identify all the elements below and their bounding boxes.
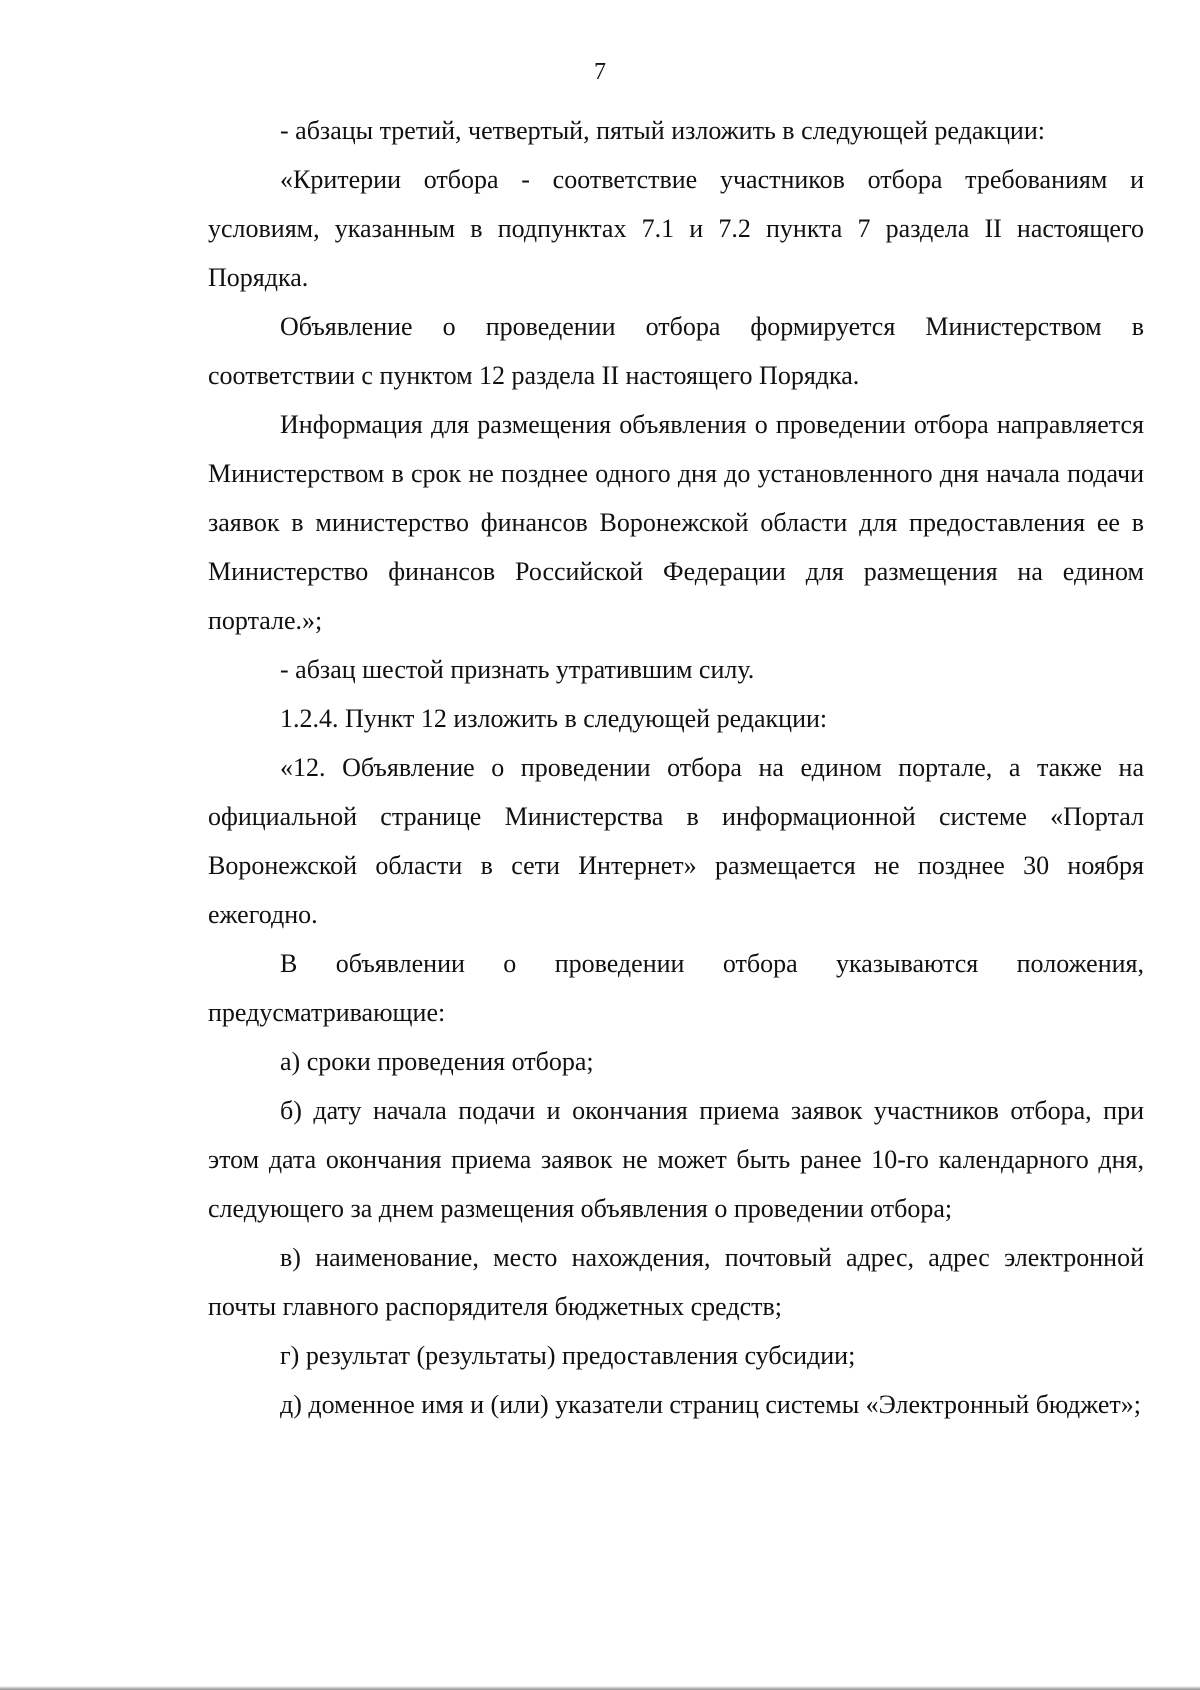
paragraph-information-sent: Информация для размещения объявления о проведении отбора направляется Министерством в срок не позднее одного дня до установленного дня начала подачи заявок в министерство финансов Воронежской области для предоставления ее в Министерство финансов Российской Федерации для размещения на едином портале.»; (208, 410, 1144, 635)
list-item-b: б) дату начала подачи и окончания приема заявок участников отбора, при этом дата окончания приема заявок не может быть ранее 10-го календарного дня, следующего за днем размещения объявления о проведении отбора; (208, 1096, 1144, 1223)
paragraph-item-12-publication: «12. Объявление о проведении отбора на едином портале, а также на официальной странице Министерства в информационной системе «Портал Воронежской области в сети Интернет» размещается не позднее 30 ноября ежегодно. (208, 753, 1144, 929)
page-number: 7 (594, 59, 606, 85)
paragraph-item-1-2-4: 1.2.4. Пункт 12 изложить в следующей редакции: (280, 704, 828, 733)
paragraph-amend-paragraphs-3-5: - абзацы третий, четвертый, пятый изложить в следующей редакции: (280, 116, 1045, 145)
list-item-g: г) результат (результаты) предоставления субсидии; (280, 1341, 856, 1370)
list-item-d: д) доменное имя и (или) указатели страниц системы «Электронный бюджет»; (280, 1390, 1142, 1419)
scan-bottom-edge (0, 1686, 1200, 1690)
list-item-v: в) наименование, место нахождения, почтовый адрес, адрес электронной почты главного распорядителя бюджетных средств; (208, 1243, 1144, 1321)
paragraph-announcement-provisions: В объявлении о проведении отбора указываются положения, предусматривающие: (208, 949, 1144, 1027)
paragraph-selection-criteria: «Критерии отбора - соответствие участников отбора требованиям и условиям, указанным в подпунктах 7.1 и 7.2 пункта 7 раздела II настоящего Порядка. (208, 165, 1144, 292)
paragraph-announcement-formed: Объявление о проведении отбора формируется Министерством в соответствии с пунктом 12 раздела II настоящего Порядка. (208, 312, 1144, 390)
list-item-a: а) сроки проведения отбора; (280, 1047, 594, 1076)
paragraph-sixth-repealed: - абзац шестой признать утратившим силу. (280, 655, 755, 684)
document-body (208, 106, 1144, 1429)
